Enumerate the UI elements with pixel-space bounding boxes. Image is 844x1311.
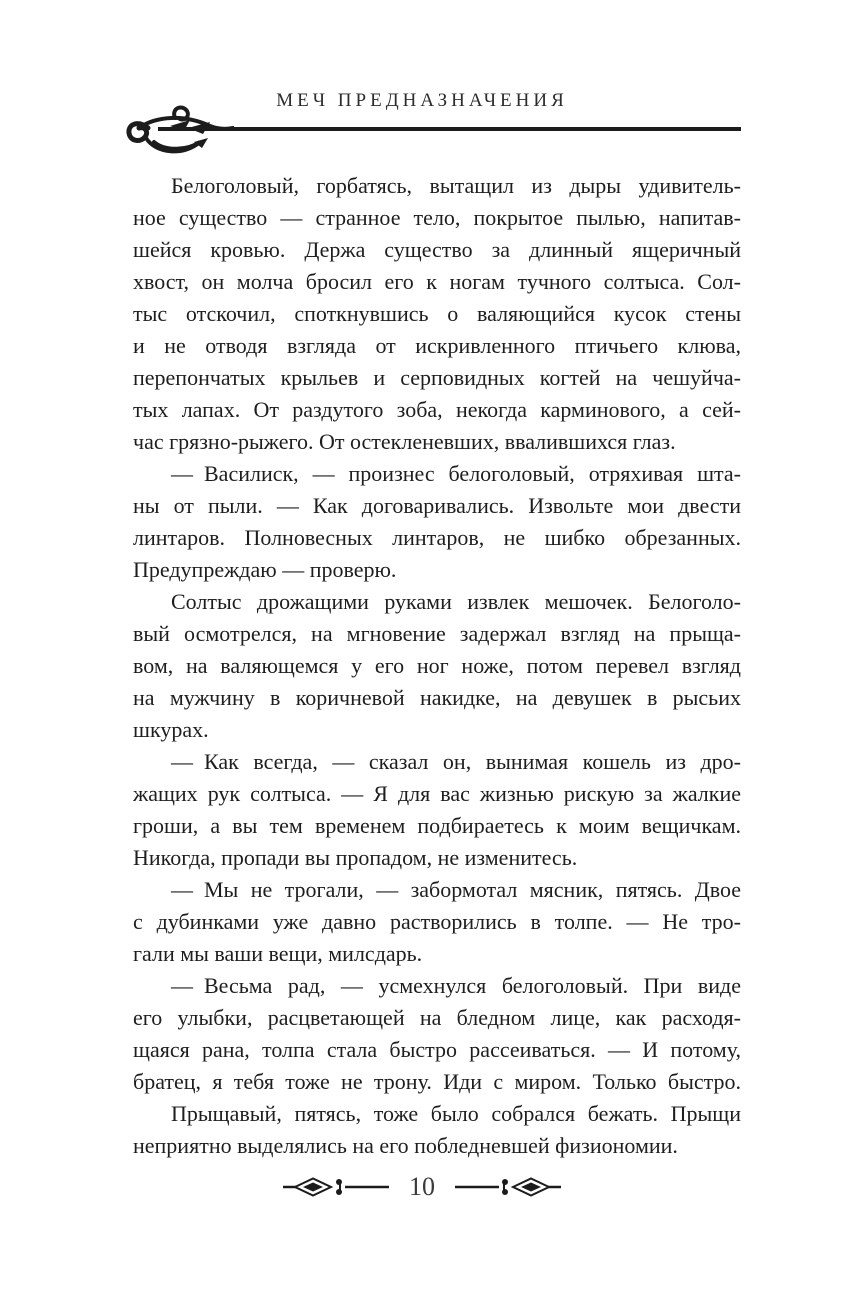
text-line: вый осмотрелся, на мгновение задержал взгляд на прыща- — [133, 621, 741, 646]
text-line: линтаров. Полновесных линтаров, не шибко обрезанных. — [133, 525, 741, 550]
paragraph — [133, 746, 741, 874]
text-line: с дубинками уже давно растворились в толпе. — Не тро- — [133, 909, 741, 934]
text-line: ны от пыли. — Как договаривались. Извольте мои двести — [133, 493, 741, 518]
paragraph — [133, 970, 741, 1162]
text-line: неприятно выделялись на его побледневшей физиономии. — [133, 1133, 678, 1158]
page-number: 10 — [409, 1172, 435, 1201]
text-line: гроши, а вы тем временем подбираетесь к моим вещичкам. — [133, 813, 741, 838]
text-line: жащих рук солтыса. — Я для вас жизнью рискую за жалкие — [133, 781, 741, 806]
text-line: хвост, он молча бросил его к ногам тучного солтыса. Сол- — [133, 269, 741, 294]
text-line: тыс отскочил, споткнувшись о валяющийся кусок стены — [133, 301, 741, 326]
text-line: шейся кровью. Держа существо за длинный ящеричный — [133, 237, 741, 262]
text-line: и не отводя взгляда от искривленного птичьего клюва, — [133, 333, 741, 358]
text-line: тых лапах. От раздутого зоба, некогда карминового, а сей- — [133, 397, 741, 422]
text-line: гали мы ваши вещи, милсдарь. — [133, 941, 423, 966]
text-line: — Мы не трогали, — забормотал мясник, пятясь. Двое — [171, 877, 741, 902]
text-line: Никогда, пропади вы пропадом, не изменитесь. — [133, 845, 578, 870]
paragraph — [133, 458, 741, 586]
text-line: Белоголовый, горбатясь, вытащил из дыры удивитель- — [171, 173, 741, 198]
text-line: — Василиск, — произнес белоголовый, отряхивая шта- — [171, 461, 741, 486]
text-line: щаяся рана, толпа стала быстро рассеиваться. — И потому, — [133, 1037, 741, 1062]
running-title: МЕЧ ПРЕДНАЗНАЧЕНИЯ — [276, 90, 568, 111]
footer — [0, 1172, 844, 1202]
text-line: — Как всегда, — сказал он, вынимая кошель из дро- — [171, 749, 741, 774]
text-block — [133, 170, 741, 1162]
text-line: перепончатых крыльев и серповидных когтей на чешуйча- — [133, 365, 741, 390]
text-line: час грязно-рыжего. От остекленевших, ввалившихся глаз. — [133, 429, 676, 454]
paragraph — [133, 586, 741, 746]
header-rule — [158, 127, 741, 131]
footer-ornament-left — [283, 1175, 389, 1199]
text-line: его улыбки, расцветающей на бледном лице, как расходя- — [133, 1005, 741, 1030]
text-line: на мужчину в коричневой накидке, на девушек в рысьих — [133, 685, 741, 710]
text-line: шкурах. — [133, 717, 209, 742]
text-line: Предупреждаю — проверю. — [133, 557, 397, 582]
paragraph — [133, 170, 741, 458]
paragraph — [133, 874, 741, 970]
text-line: вом, на валяющемся у его ног ноже, потом перевел взгляд — [133, 653, 741, 678]
text-line: Солтыс дрожащими руками извлек мешочек. Белоголо- — [171, 589, 741, 614]
text-line: — Весьма рад, — усмехнулся белоголовый. При виде — [171, 973, 741, 998]
text-line: братец, я тебя тоже не трону. Иди с миром. Только быстро. — [133, 1069, 741, 1094]
text-line: Прыщавый, пятясь, тоже было собрался бежать. Прыщи — [171, 1101, 741, 1126]
text-line: ное существо — странное тело, покрытое пылью, напитав- — [133, 205, 741, 230]
footer-ornament-right — [455, 1175, 561, 1199]
header-flourish-ornament — [126, 102, 234, 166]
